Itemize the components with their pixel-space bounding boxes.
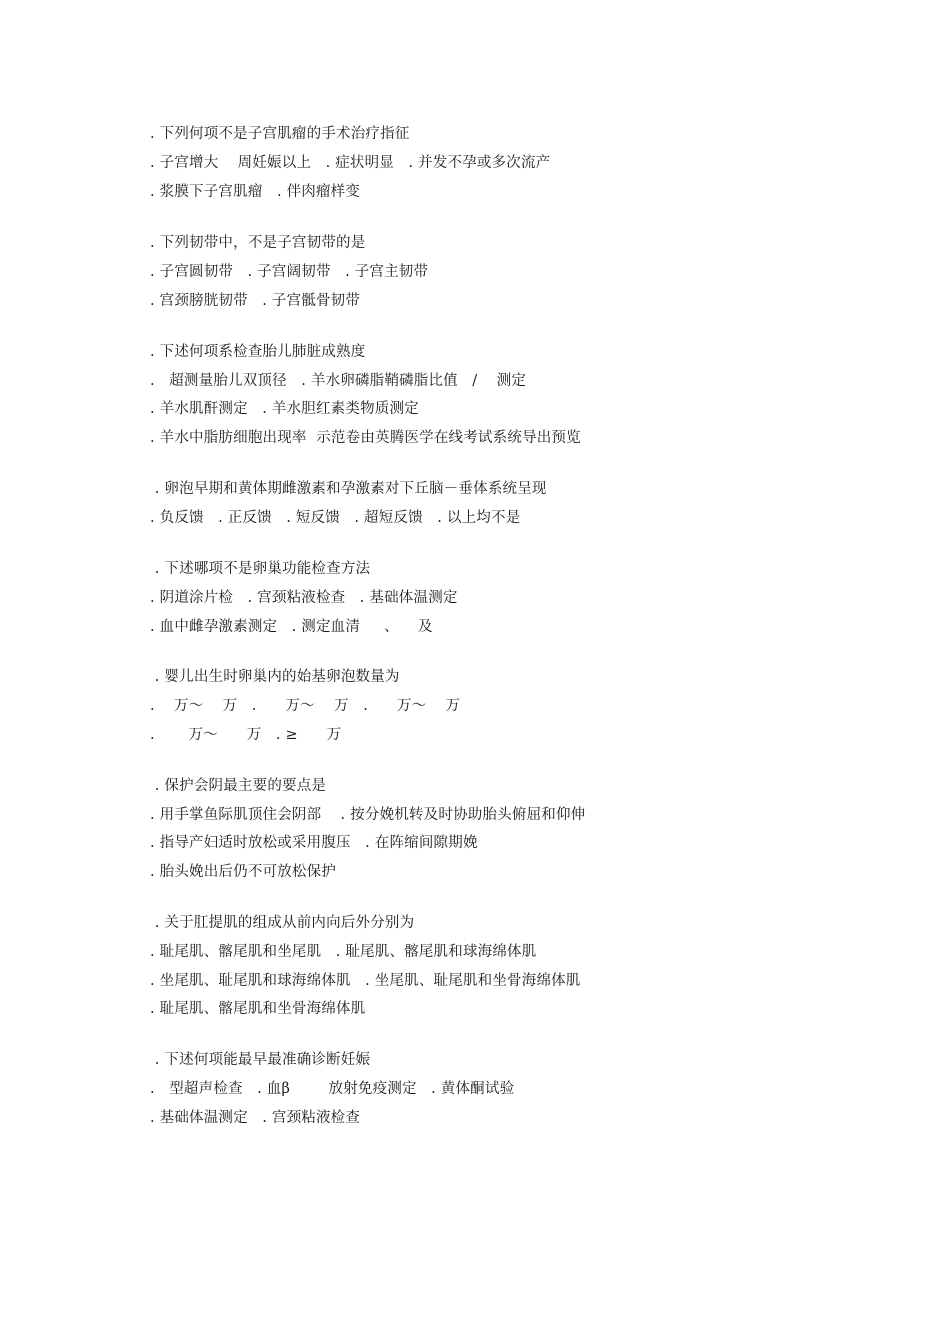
question-9-options-line-1: . 型超声检查 . 血β 放射免疫测定 . 黄体酮试验 bbox=[150, 1081, 515, 1097]
question-6-options-line-1: . 万～ 万 . 万～ 万 . 万～ 万 bbox=[150, 698, 461, 714]
question-8-options-line-1: . 耻尾肌、髂尾肌和坐尾肌 . 耻尾肌、髂尾肌和球海绵体肌 bbox=[150, 944, 537, 960]
question-9-stem: . 下述何项能最早最准确诊断妊娠 bbox=[150, 1052, 371, 1068]
question-5-stem: . 下述哪项不是卵巢功能检查方法 bbox=[150, 561, 371, 577]
question-7-options-line-1: . 用手掌鱼际肌顶住会阴部 . 按分娩机转及时协助胎头俯屈和仰伸 bbox=[150, 807, 586, 823]
question-6-options-line-2: . 万～ 万 . ≥ 万 bbox=[150, 727, 342, 743]
question-3-options-line-3: . 羊水中脂肪细胞出现率 示范卷由英腾医学在线考试系统导出预览 bbox=[150, 430, 581, 446]
question-8-options-line-2: . 坐尾肌、耻尾肌和球海绵体肌 . 坐尾肌、耻尾肌和坐骨海绵体肌 bbox=[150, 973, 581, 989]
question-6-stem: . 婴儿出生时卵巢内的始基卵泡数量为 bbox=[150, 669, 400, 685]
question-1-options-line-1: . 子宫增大 周妊娠以上 . 症状明显 . 并发不孕或多次流产 bbox=[150, 155, 551, 171]
question-2-options-line-1: . 子宫圆韧带 . 子宫阔韧带 . 子宫主韧带 bbox=[150, 264, 429, 280]
question-4-options-line-1: . 负反馈 . 正反馈 . 短反馈 . 超短反馈 . 以上均不是 bbox=[150, 510, 521, 526]
question-7-options-line-2: . 指导产妇适时放松或采用腹压 . 在阵缩间隙期娩 bbox=[150, 835, 478, 851]
question-9-options-line-2: . 基础体温测定 . 宫颈粘液检查 bbox=[150, 1110, 361, 1126]
question-2-stem: . 下列韧带中，不是子宫韧带的是 bbox=[150, 235, 366, 251]
question-2-options-line-2: . 宫颈膀胱韧带 . 子宫骶骨韧带 bbox=[150, 293, 361, 309]
question-1-stem: . 下列何项不是子宫肌瘤的手术治疗指征 bbox=[150, 126, 410, 142]
question-8-stem: . 关于肛提肌的组成从前内向后外分别为 bbox=[150, 915, 415, 931]
question-7-options-line-3: . 胎头娩出后仍不可放松保护 bbox=[150, 864, 337, 880]
question-3-stem: . 下述何项系检查胎儿肺脏成熟度 bbox=[150, 344, 366, 360]
question-5-options-line-1: . 阴道涂片检 . 宫颈粘液检查 . 基础体温测定 bbox=[150, 590, 458, 606]
question-1-options-line-2: . 浆膜下子宫肌瘤 . 伴肉瘤样变 bbox=[150, 184, 361, 200]
question-7-stem: . 保护会阴最主要的要点是 bbox=[150, 778, 327, 794]
question-8-options-line-3: . 耻尾肌、髂尾肌和坐骨海绵体肌 bbox=[150, 1001, 366, 1017]
question-3-options-line-1: . 超测量胎儿双顶径 . 羊水卵磷脂鞘磷脂比值 / 测定 bbox=[150, 373, 527, 389]
question-5-options-line-2: . 血中雌孕激素测定 . 测定血清 、 及 bbox=[150, 619, 433, 635]
question-3-options-line-2: . 羊水肌酐测定 . 羊水胆红素类物质测定 bbox=[150, 401, 419, 417]
question-4-stem: . 卵泡早期和黄体期雌激素和孕激素对下丘脑－垂体系统呈现 bbox=[150, 481, 547, 497]
